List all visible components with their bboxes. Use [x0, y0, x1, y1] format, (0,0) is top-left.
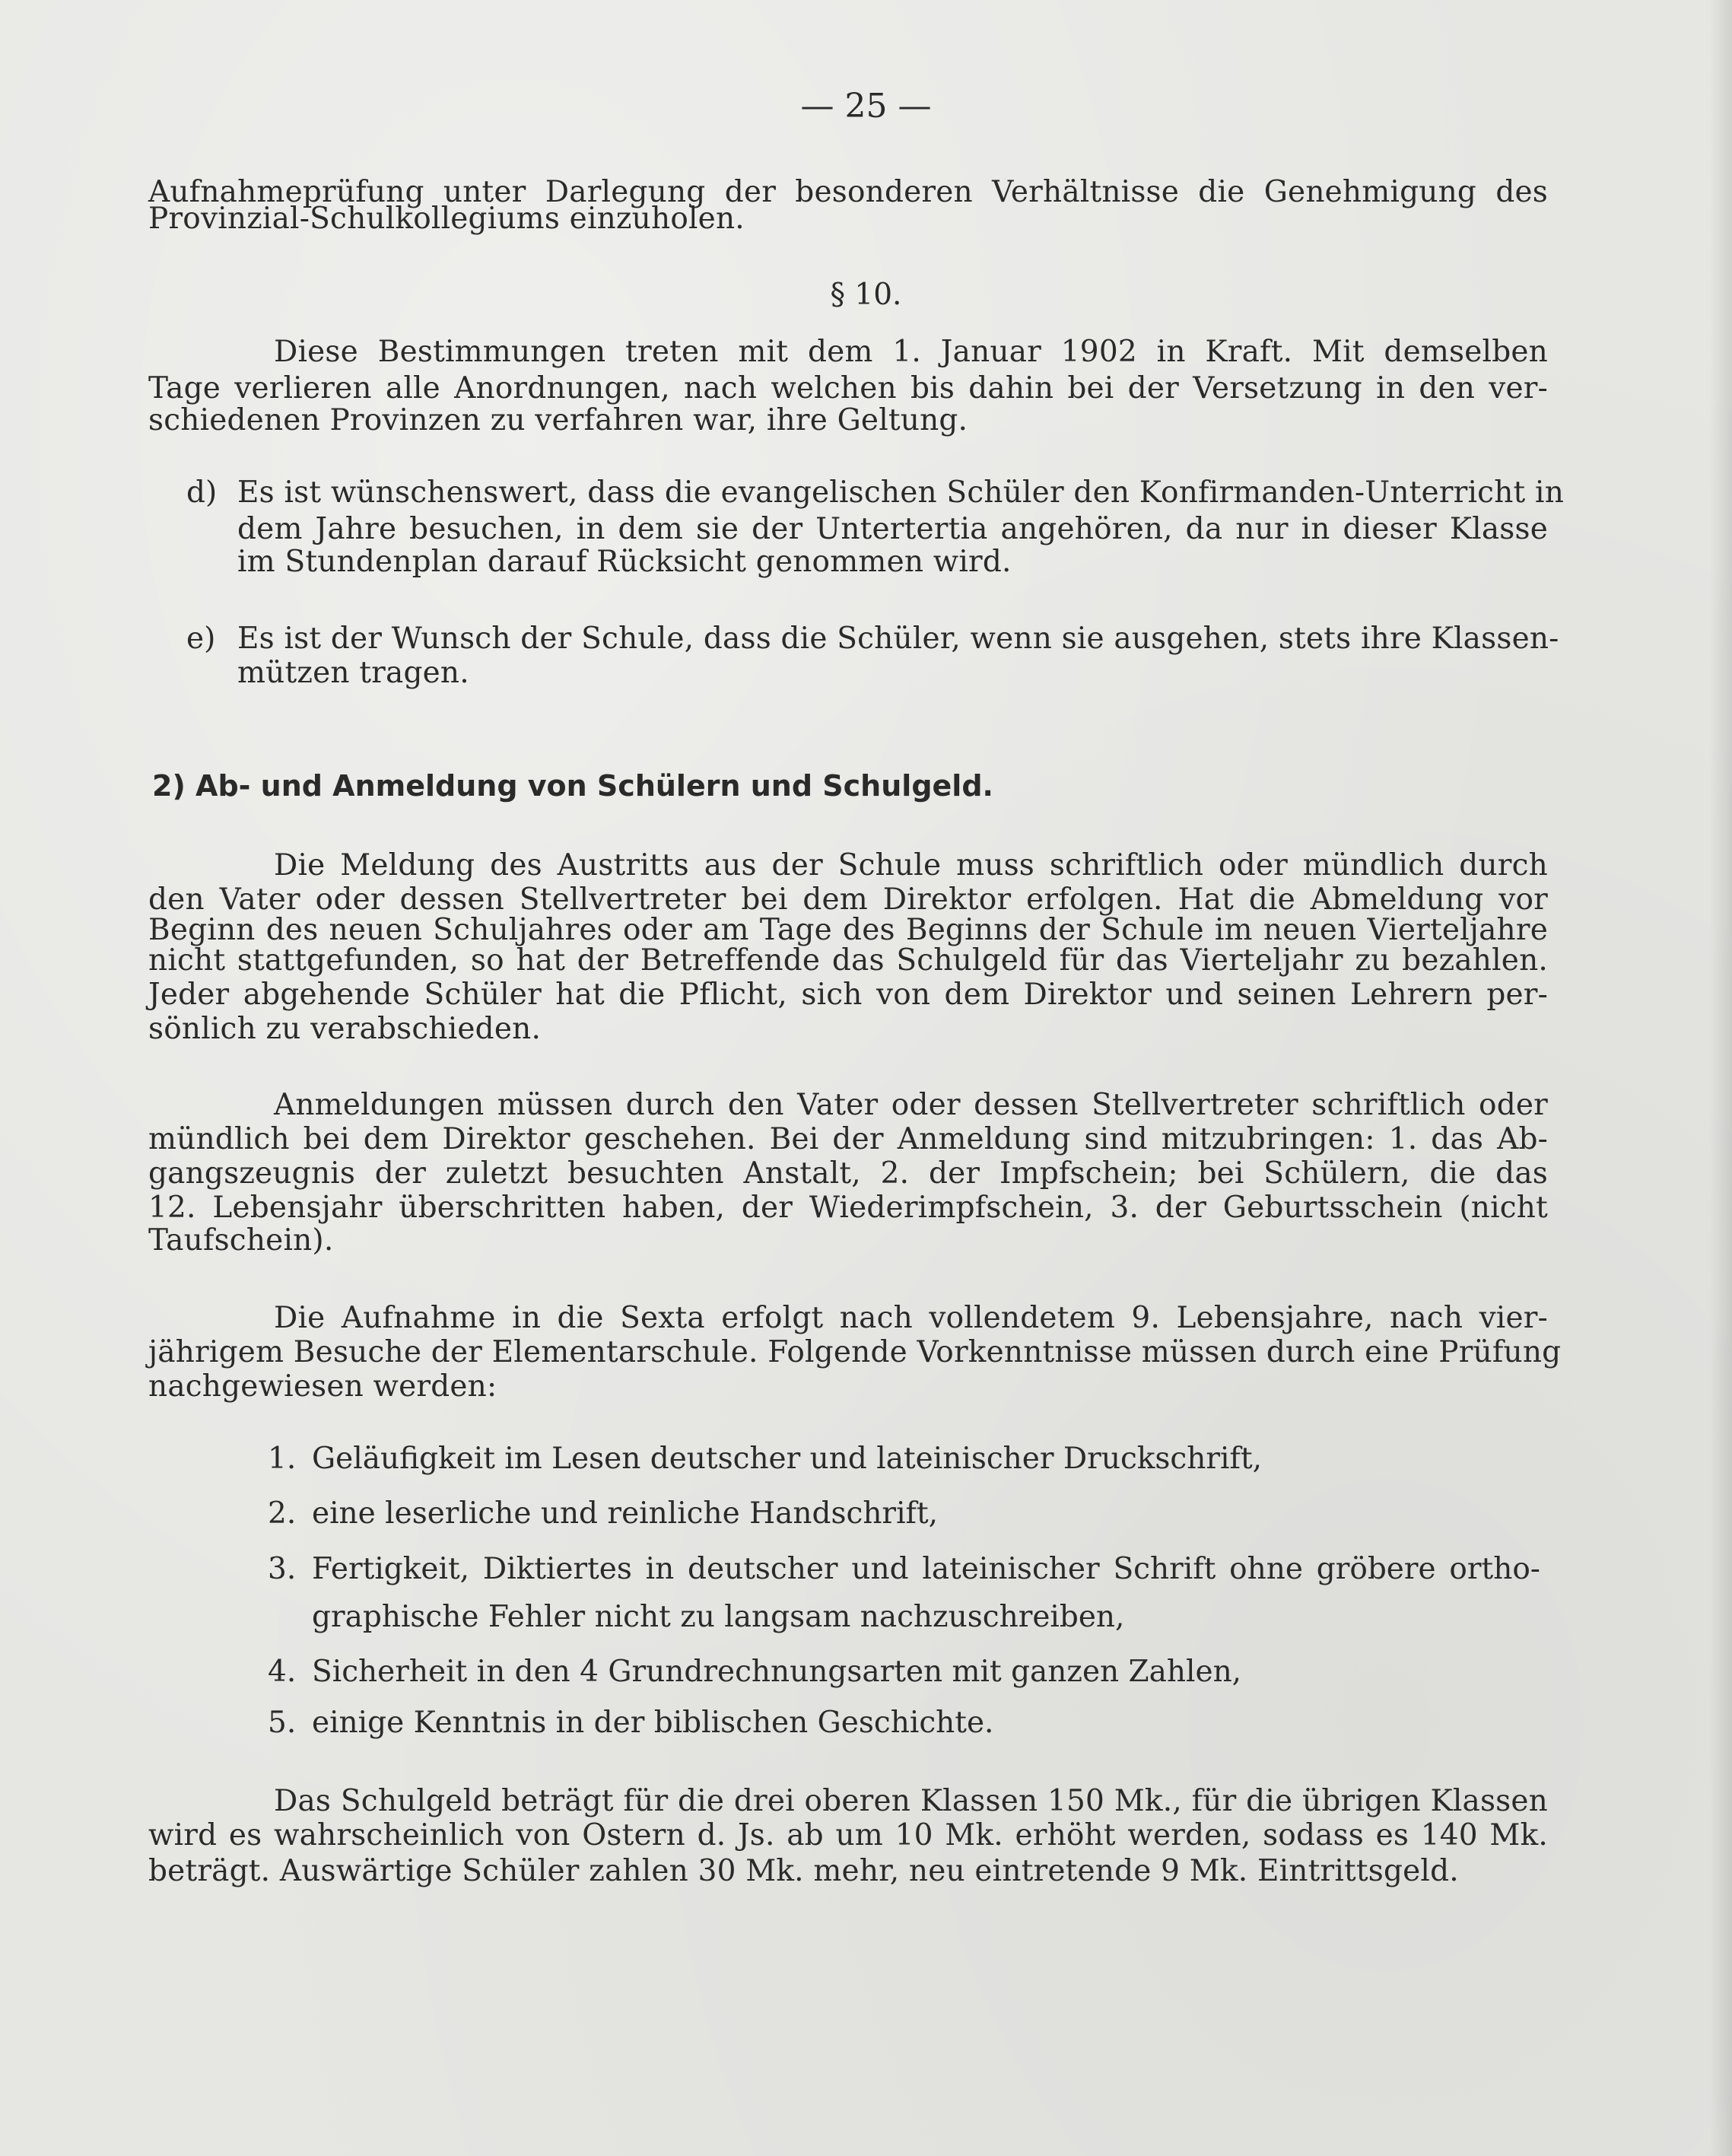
- list-item-3-number: 3.: [268, 1552, 297, 1586]
- para3-line-5: Jeder abgehende Schüler hat die Pflicht, sich von dem Direktor und seinen Lehrern per-: [148, 978, 1548, 1012]
- para4-line-5: Taufschein).: [148, 1223, 334, 1258]
- para5-line-2: jährigem Besuche der Elementarschule. Folgende Vorkenntnisse müssen durch eine Prüfung: [148, 1335, 1562, 1369]
- para1-line-2: Provinzial-Schulkollegiums einzuholen.: [148, 202, 745, 236]
- para2-line-3: schiedenen Provinzen zu verfahren war, ihre Geltung.: [148, 403, 968, 437]
- item-d-line-3: im Stundenplan darauf Rücksicht genommen wird.: [237, 545, 1012, 579]
- para2-line-2: Tage verlieren alle Anordnungen, nach welchen bis dahin bei der Versetzung in den ver-: [148, 371, 1548, 405]
- list-item-3-text-2: graphische Fehler nicht zu langsam nachzuschreiben,: [312, 1600, 1125, 1634]
- para4-line-3: gangszeugnis der zuletzt besuchten Anstalt, 2. der Impfschein; bei Schülern, die das: [148, 1156, 1548, 1191]
- list-item-5-number: 5.: [268, 1706, 297, 1740]
- item-e-line-1: Es ist der Wunsch der Schule, dass die Schüler, wenn sie ausgehen, stets ihre Klassen-: [237, 622, 1559, 656]
- para3-line-1: Die Meldung des Austritts aus der Schule muss schriftlich oder mündlich durch: [274, 848, 1548, 882]
- section-heading: § 10.: [830, 278, 902, 312]
- para3-line-3: Beginn des neuen Schuljahres oder am Tage des Beginns der Schule im neuen Vierteljahre: [148, 913, 1548, 947]
- item-d-line-2: dem Jahre besuchen, in dem sie der Untertertia angehören, da nur in dieser Klasse: [237, 512, 1548, 546]
- section-2-heading: 2) Ab- und Anmeldung von Schülern und Schulgeld.: [152, 769, 993, 803]
- para3-line-6: sönlich zu verabschieden.: [148, 1012, 542, 1046]
- list-item-2-number: 2.: [268, 1496, 297, 1531]
- para4-line-4: 12. Lebensjahr überschritten haben, der Wiederimpfschein, 3. der Geburtsschein (nicht: [148, 1191, 1548, 1225]
- list-item-1-number: 1.: [268, 1442, 297, 1476]
- item-d-line-1: Es ist wünschenswert, dass die evangelischen Schüler den Konfirmanden-Unterricht in: [237, 475, 1565, 510]
- page-number: — 25 —: [800, 87, 932, 126]
- list-item-3-text-1: Fertigkeit, Diktiertes in deutscher und lateinischer Schrift ohne gröbere ortho-: [312, 1552, 1540, 1586]
- item-e-label: e): [186, 622, 216, 656]
- list-item-2-text: eine leserliche und reinliche Handschrift,: [312, 1496, 939, 1531]
- para2-line-1: Diese Bestimmungen treten mit dem 1. Januar 1902 in Kraft. Mit demselben: [274, 335, 1548, 369]
- para1-line-1: Aufnahmeprüfung unter Darlegung der besonderen Verhältnisse die Genehmigung des: [148, 175, 1548, 209]
- page-edge-shadow: [1709, 0, 1732, 2156]
- para5-line-1: Die Aufnahme in die Sexta erfolgt nach vollendetem 9. Lebensjahre, nach vier-: [274, 1301, 1548, 1335]
- para5-line-3: nachgewiesen werden:: [148, 1369, 497, 1404]
- item-d-label: d): [186, 475, 218, 510]
- list-item-5-text: einige Kenntnis in der biblischen Geschichte.: [312, 1706, 994, 1740]
- list-item-4-text: Sicherheit in den 4 Grundrechnungsarten mit ganzen Zahlen,: [312, 1655, 1242, 1689]
- list-item-4-number: 4.: [268, 1655, 297, 1689]
- para6-line-2: wird es wahrscheinlich von Ostern d. Js. ab um 10 Mk. erhöht werden, sodass es 140 Mk.: [148, 1818, 1548, 1852]
- para3-line-2: den Vater oder dessen Stellvertreter bei dem Direktor erfolgen. Hat die Abmeldung vor: [148, 882, 1548, 917]
- para3-line-4: nicht stattgefunden, so hat der Betreffende das Schulgeld für das Vierteljahr zu bezahlen.: [148, 943, 1548, 978]
- item-e-line-2: mützen tragen.: [237, 656, 469, 690]
- para6-line-1: Das Schulgeld beträgt für die drei oberen Klassen 150 Mk., für die übrigen Klassen: [274, 1784, 1548, 1818]
- para4-line-2: mündlich bei dem Direktor geschehen. Bei der Anmeldung sind mitzubringen: 1. das Ab-: [148, 1122, 1548, 1156]
- para4-line-1: Anmeldungen müssen durch den Vater oder dessen Stellvertreter schriftlich oder: [274, 1088, 1548, 1122]
- para6-line-3: beträgt. Auswärtige Schüler zahlen 30 Mk. mehr, neu eintretende 9 Mk. Eintrittsgeld.: [148, 1854, 1459, 1888]
- list-item-1-text: Geläufigkeit im Lesen deutscher und lateinischer Druckschrift,: [312, 1442, 1263, 1476]
